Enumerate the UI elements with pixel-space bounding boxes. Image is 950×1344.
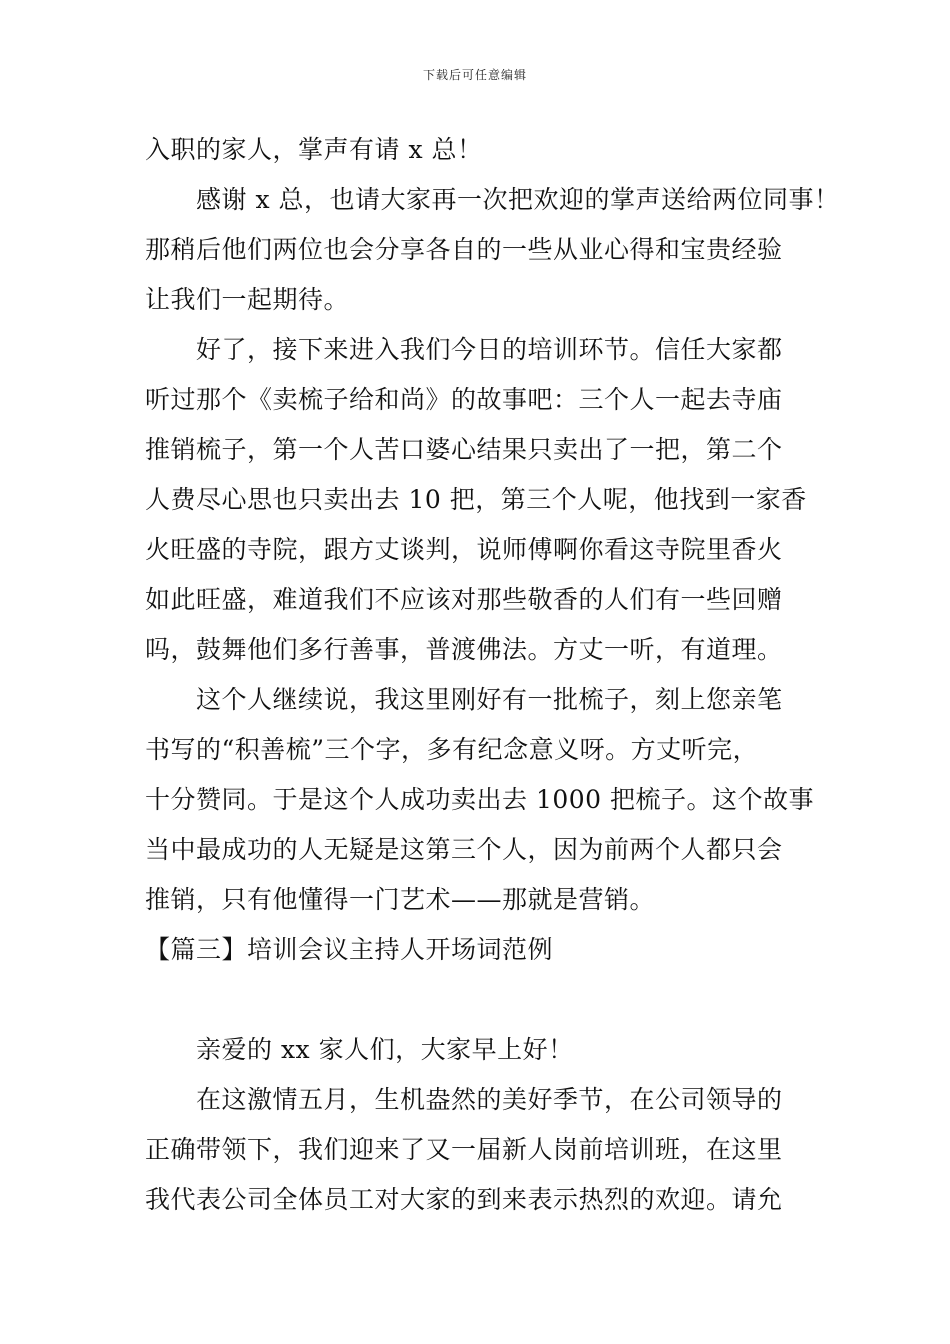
text-line: 这个人继续说，我这里刚好有一批梳子，刻上您亲笔 [196,685,783,714]
text-line: 好了，接下来进入我们今日的培训环节。信任大家都 [196,335,783,364]
text-line: 书写的“积善梳”三个字，多有纪念意义呀。方丈听完， [145,735,759,764]
text-line: 在这激情五月，生机盎然的美好季节，在公司领导的 [196,1085,783,1114]
text-line: 人费尽心思也只卖出去 10 把，第三个人呢，他找到一家香 [145,485,807,514]
text-line: 那稍后他们两位也会分享各自的一些从业心得和宝贵经验 [145,235,783,264]
text-line: 十分赞同。于是这个人成功卖出去 1000 把梳子。这个故事 [145,785,815,814]
text-line: 亲爱的 xx 家人们，大家早上好！ [196,1035,574,1064]
text-line: 让我们一起期待。 [145,285,350,314]
text-line: 正确带领下，我们迎来了又一届新人岗前培训班，在这里 [145,1135,783,1164]
text-line: 吗，鼓舞他们多行善事，普渡佛法。方丈一听，有道理。 [145,635,783,664]
text-line: 如此旺盛，难道我们不应该对那些敬香的人们有一些回赠 [145,585,783,614]
text-line: 当中最成功的人无疑是这第三个人，因为前两个人都只会 [145,835,783,864]
text-line: 推销，只有他懂得一门艺术——那就是营销。 [145,885,656,914]
text-line: 火旺盛的寺院，跟方丈谈判，说师傅啊你看这寺院里香火 [145,535,783,564]
text-line: 入职的家人，掌声有请 x 总！ [145,135,483,164]
text-line: 推销梳子，第一个人苦口婆心结果只卖出了一把，第二个 [145,435,783,464]
text-line: 感谢 x 总，也请大家再一次把欢迎的掌声送给两位同事！ [196,185,840,214]
text-line: 我代表公司全体员工对大家的到来表示热烈的欢迎。请允 [145,1185,783,1214]
text-line: 听过那个《卖梳子给和尚》的故事吧：三个人一起去寺庙 [145,385,783,414]
page-header-note: 下载后可任意编辑 [422,68,527,82]
section-heading: 【篇三】培训会议主持人开场词范例 [145,935,554,964]
